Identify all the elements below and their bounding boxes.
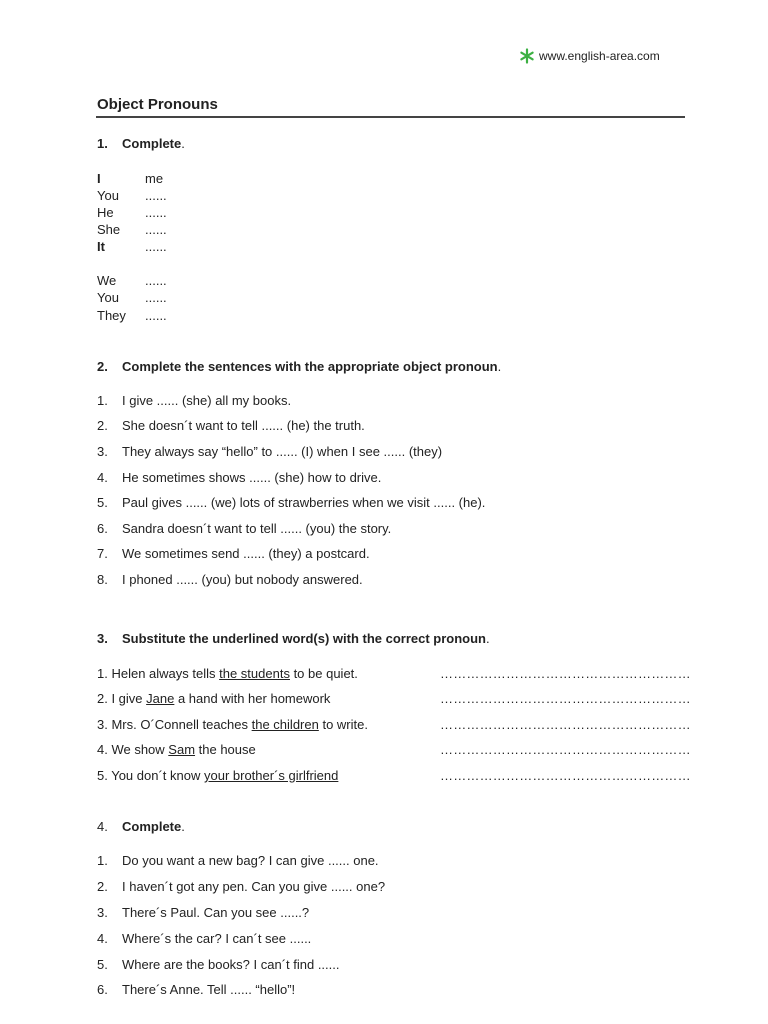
sentence-text: They always say “hello” to ...... (I) when I see ...... (they): [122, 444, 443, 459]
item-number: 5.: [97, 957, 108, 972]
substitution-item: [97, 768, 691, 786]
sentence-start: 3. Mrs. O´Connell teaches: [97, 717, 252, 732]
item-number: 2.: [97, 418, 108, 433]
item-number: 7.: [97, 546, 108, 561]
subject-pronoun: She: [97, 222, 121, 237]
site-logo: [519, 48, 660, 64]
object-blank: ......: [145, 205, 167, 220]
subject-pronoun: You: [97, 188, 119, 203]
item-number: 4.: [97, 931, 108, 946]
item-number: 5.: [97, 495, 108, 510]
section-heading-tail: .: [181, 819, 185, 834]
item-number: 6.: [97, 521, 108, 536]
section-number: 1.: [97, 136, 108, 151]
pronoun-row: [97, 290, 167, 307]
subject-pronoun: He: [97, 205, 114, 220]
sentence-item: [97, 879, 385, 894]
subject-pronoun: I: [97, 171, 101, 186]
pronoun-row: [97, 222, 167, 239]
object-blank: ......: [145, 222, 167, 237]
page-title: Object Pronouns: [97, 96, 218, 113]
section-number: 2.: [97, 359, 108, 374]
sentence-start: 4. We show: [97, 742, 169, 757]
subject-pronoun: You: [97, 290, 119, 305]
sentence-item: [97, 495, 485, 510]
item-number: 3.: [97, 444, 108, 459]
underlined-words: the children: [251, 717, 319, 732]
sentence-end: to be quiet.: [289, 666, 358, 681]
item-number: 6.: [97, 982, 108, 997]
underlined-words: your brother´s girlfriend: [203, 768, 339, 783]
section-heading-text: Complete: [122, 136, 182, 151]
sentence-end: the house: [195, 742, 256, 757]
site-url: www.english-area.com: [539, 49, 660, 63]
section-2-heading: [97, 359, 501, 374]
object-pronoun: me: [145, 171, 164, 186]
substitution-item: [97, 742, 691, 760]
item-number: 2.: [97, 879, 108, 894]
section-number: 4.: [97, 819, 108, 834]
pronoun-row: [97, 308, 167, 325]
pronoun-row: [97, 239, 167, 256]
sentence-text: I phoned ...... (you) but nobody answered.: [122, 572, 363, 587]
pronoun-row: [97, 273, 167, 290]
sentence-item: [97, 521, 391, 536]
underlined-words: the students: [219, 666, 290, 681]
substitution-item: [97, 666, 691, 684]
substitution-sentence: [97, 691, 330, 706]
asterisk-logo-icon: [519, 48, 535, 64]
item-number: 4.: [97, 470, 108, 485]
answer-blank: …………………………………………………: [440, 691, 691, 706]
item-number: 1.: [97, 393, 108, 408]
section-heading-text: Complete the sentences with the appropriate object pronoun: [122, 359, 498, 374]
substitution-item: [97, 691, 691, 709]
substitution-sentence: [97, 717, 368, 732]
sentence-item: [97, 957, 340, 972]
section-heading-tail: .: [486, 631, 490, 646]
sentence-text: I give ...... (she) all my books.: [122, 393, 292, 408]
subject-pronoun: We: [97, 273, 117, 288]
subject-pronoun: They: [97, 308, 126, 323]
sentence-text: She doesn´t want to tell ...... (he) the truth.: [122, 418, 365, 433]
answer-blank: …………………………………………………: [440, 768, 691, 783]
sentence-text: Sandra doesn´t want to tell ...... (you) the story.: [122, 521, 392, 536]
section-number: 3.: [97, 631, 108, 646]
sentence-text: There´s Paul. Can you see ......?: [122, 905, 310, 920]
pronoun-row: [97, 171, 163, 188]
section-heading-tail: .: [181, 136, 185, 151]
sentence-start: 1. Helen always tells: [97, 666, 220, 681]
object-blank: ......: [145, 273, 167, 288]
sentence-text: He sometimes shows ...... (she) how to drive.: [122, 470, 382, 485]
sentence-item: [97, 931, 311, 946]
substitution-sentence: [97, 666, 358, 681]
sentence-item: [97, 393, 291, 408]
section-heading-text: Substitute the underlined word(s) with the correct pronoun: [122, 631, 486, 646]
sentence-item: [97, 572, 363, 587]
section-4-heading: [97, 819, 185, 834]
object-blank: ......: [145, 188, 167, 203]
sentence-item: [97, 905, 309, 920]
title-rule: [96, 116, 685, 118]
substitution-sentence: [97, 742, 256, 757]
section-heading-text: Complete: [122, 819, 182, 834]
sentence-start: 5. You don´t know: [97, 768, 204, 783]
sentence-item: [97, 853, 379, 868]
underlined-words: Jane: [146, 691, 175, 706]
object-blank: ......: [145, 308, 167, 323]
underlined-words: Sam: [168, 742, 196, 757]
sentence-item: [97, 470, 381, 485]
substitution-sentence: [97, 768, 338, 783]
sentence-text: Paul gives ...... (we) lots of strawberries when we visit ...... (he).: [122, 495, 486, 510]
sentence-text: Do you want a new bag? I can give ...... one.: [122, 853, 379, 868]
section-1-heading: [97, 136, 185, 151]
section-heading-tail: .: [497, 359, 502, 374]
sentence-text: I haven´t got any pen. Can you give ...... one?: [122, 879, 386, 894]
sentence-item: [97, 444, 442, 459]
sentence-end: to write.: [318, 717, 368, 732]
item-number: 3.: [97, 905, 108, 920]
sentence-text: We sometimes send ...... (they) a postcard.: [122, 546, 370, 561]
sentence-text: Where´s the car? I can´t see ......: [122, 931, 312, 946]
answer-blank: …………………………………………………: [440, 666, 691, 681]
pronoun-row: [97, 188, 167, 205]
sentence-text: Where are the books? I can´t find ......: [122, 957, 340, 972]
answer-blank: …………………………………………………: [440, 717, 691, 732]
sentence-item: [97, 546, 370, 561]
substitution-item: [97, 717, 691, 735]
object-blank: ......: [145, 239, 167, 254]
pronoun-row: [97, 205, 167, 222]
sentence-start: 2. I give: [97, 691, 147, 706]
item-number: 8.: [97, 572, 108, 587]
sentence-text: There´s Anne. Tell ...... “hello”!: [122, 982, 296, 997]
section-3-heading: [97, 631, 490, 646]
sentence-end: a hand with her homework: [174, 691, 331, 706]
item-number: 1.: [97, 853, 108, 868]
sentence-item: [97, 982, 295, 997]
subject-pronoun: It: [97, 239, 105, 254]
sentence-item: [97, 418, 365, 433]
answer-blank: …………………………………………………: [440, 742, 691, 757]
object-blank: ......: [145, 290, 167, 305]
